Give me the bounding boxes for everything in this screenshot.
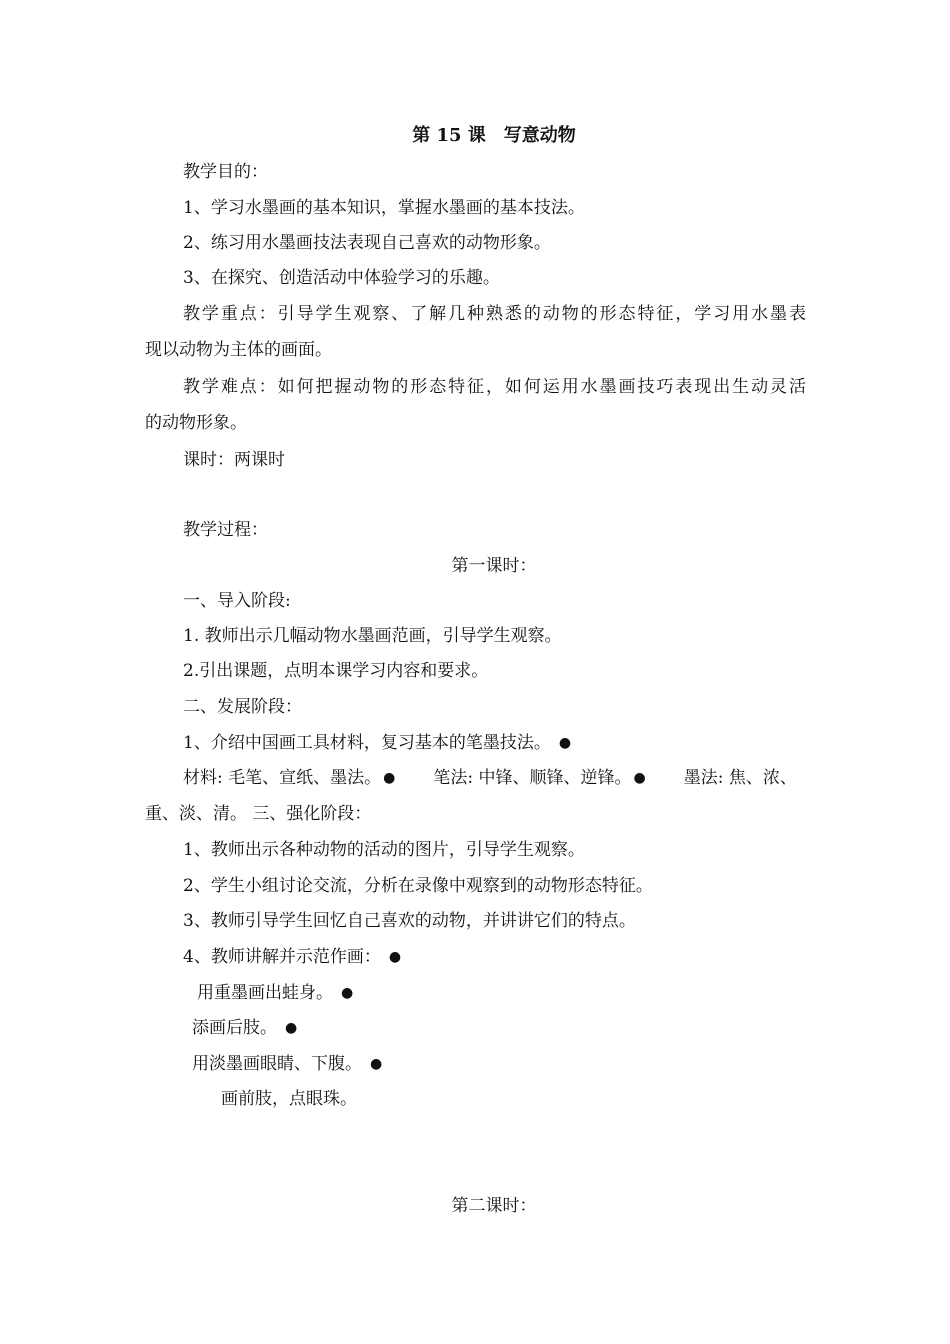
class-hours: 课时：两课时 bbox=[183, 450, 285, 470]
stage3-item-4 bbox=[183, 947, 401, 967]
stage2-item-1 bbox=[183, 733, 571, 753]
bullet-icon: ● bbox=[341, 985, 354, 1001]
lesson2-heading: 第二课时： bbox=[451, 1196, 537, 1216]
goal-item-1: 1、学习水墨画的基本知识，掌握水墨画的基本技法。 bbox=[183, 198, 585, 218]
step-3-text: 用淡墨画眼睛、下腹。 bbox=[192, 1054, 362, 1074]
bullet-icon: ● bbox=[633, 770, 646, 786]
key-points-line-1: 教学重点：引导学生观察、了解几种熟悉的动物的形态特征，学习用水墨表 bbox=[183, 304, 806, 324]
bullet-icon: ● bbox=[383, 770, 396, 786]
stage1-item-1: 1. 教师出示几幅动物水墨画范画，引导学生观察。 bbox=[183, 626, 562, 646]
step-4: 画前肢，点眼珠。 bbox=[221, 1089, 357, 1109]
difficulty-line-1: 教学难点：如何把握动物的形态特征，如何运用水墨画技巧表现出生动灵活 bbox=[183, 377, 806, 397]
materials-line bbox=[183, 768, 797, 788]
goal-item-2: 2、练习用水墨画技法表现自己喜欢的动物形象。 bbox=[183, 233, 551, 253]
key-points-line-2: 现以动物为主体的画面。 bbox=[145, 340, 332, 360]
step-2-text: 添画后肢。 bbox=[192, 1018, 277, 1038]
goal-item-3: 3、在探究、创造活动中体验学习的乐趣。 bbox=[183, 268, 500, 288]
stage3-item-2: 2、学生小组讨论交流，分析在录像中观察到的动物形态特征。 bbox=[183, 876, 653, 896]
brush-text: 笔法: 中锋、顺锋、逆锋。 bbox=[433, 768, 632, 788]
lesson1-heading: 第一课时： bbox=[451, 556, 537, 576]
stage2-heading: 二、发展阶段： bbox=[183, 697, 302, 717]
stage1-item-2: 2.引出课题，点明本课学习内容和要求。 bbox=[183, 661, 489, 681]
lesson-title: 第 15 课 写意动物 bbox=[412, 125, 576, 146]
stage3-item-4-text: 4、教师讲解并示范作画： bbox=[183, 947, 381, 967]
stage1-heading: 一、导入阶段: bbox=[183, 591, 291, 611]
stage3-item-3: 3、教师引导学生回忆自己喜欢的动物，并讲讲它们的特点。 bbox=[183, 911, 636, 931]
step-3 bbox=[192, 1054, 382, 1074]
difficulty-line-2: 的动物形象。 bbox=[145, 413, 247, 433]
bullet-icon: ● bbox=[285, 1020, 298, 1036]
step-1-text: 用重墨画出蛙身。 bbox=[197, 983, 333, 1003]
bullet-icon: ● bbox=[370, 1056, 383, 1072]
materials-text: 材料: 毛笔、宣纸、墨法。 bbox=[183, 768, 382, 788]
process-heading: 教学过程： bbox=[183, 520, 268, 540]
stage3-item-1: 1、教师出示各种动物的活动的图片，引导学生观察。 bbox=[183, 840, 585, 860]
bullet-icon: ● bbox=[388, 949, 402, 965]
step-1 bbox=[197, 983, 353, 1003]
goals-heading: 教学目的： bbox=[183, 162, 268, 182]
step-2 bbox=[192, 1018, 297, 1038]
stage2-item-1-text: 1、介绍中国画工具材料，复习基本的笔墨技法。 bbox=[183, 733, 551, 753]
ink-text: 墨法: 焦、浓、 bbox=[683, 768, 797, 788]
bullet-icon: ● bbox=[558, 735, 572, 751]
ink-continued: 重、淡、清。 三、强化阶段： bbox=[145, 804, 372, 824]
